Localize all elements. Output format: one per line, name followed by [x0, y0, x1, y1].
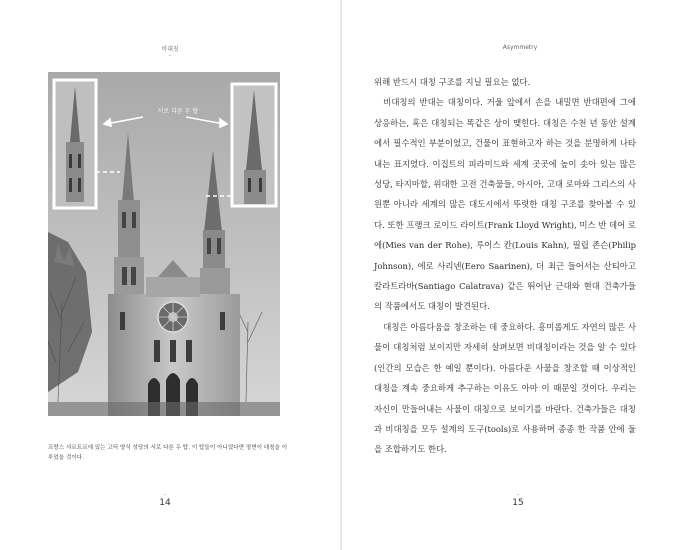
running-head-dash: – — [518, 50, 522, 57]
left-running-head — [130, 44, 210, 59]
left-folio-number: 14 — [159, 498, 171, 508]
folio-dash: – — [163, 491, 167, 498]
paragraph: 대칭은 아름다움을 창조하는 데 중요하다. 흥미롭게도 자연의 많은 사물이 대칭처럼 보이지만 자세히 살펴보면 비대칭이라는 것을 알 수 있다(인간의 모습은 한 예일 뿐이다). 아름다운 사물을 창조할 때 이상적인 대칭을 계속 중요하게 추구하는 이유도 아마 이 때문일 것이다. 우리는 자신이 만들어내는 사물이 대칭으로 보이기를 바란다. 건축가들은 대칭과 비대칭을 모두 설계의 도구(tools)로 사용하며 종종 한 작품 안에 둘을 조합하기도 한다. — [374, 321, 636, 455]
left-page — [0, 0, 341, 550]
figure-caption: 프랑스 샤르트르에 있는 고딕 양식 성당의 서로 다른 두 탑. 이 탑들이 아니었다면 정면이 대칭을 이루었을 것이다. — [48, 445, 288, 461]
left-folio — [145, 492, 185, 508]
right-tower-inset — [232, 84, 276, 206]
paragraph: 비대칭의 반대는 대칭이다. 거울 앞에서 손을 내밀면 반대편에 그에 상응하는, 혹은 대칭되는 똑같은 상이 맺힌다. 대칭은 수천 년 동안 설계에서 필수적인 부분이었고, 건물이 표현하고자 하는 것을 분명하게 나타내는 표지였다. 이집트의 피라미드와 세계 곳곳에 높이 솟아 있는 많은 성당, 타지마할, 위대한 고전 건축물들, 아시아, 고대 로마와 그리스의 사원뿐 아니라 세계의 많은 대도시에서 뚜렷한 대칭 구조를 찾아볼 수 있다. 또한 프랭크 로이드 라이트(Frank Lloyd Wright), 미스 반 데어 로에(Mies van der Rohe), 루이스 칸(Louis Kahn), 필립 존슨(Philip Johnson), 에로 사리넨(Eero Saarinen), 더 최근 들어서는 산티아고 칼라트라바(Santiago Calatrava) 같은 뛰어난 근대와 현대 건축가들의 작품에서도 대칭이 발견된다. — [374, 97, 636, 312]
right-folio — [498, 492, 538, 508]
paragraph: 위해 반드시 대칭 구조를 지닐 필요는 없다. — [374, 77, 531, 87]
left-running-head-text: 비대칭 — [161, 46, 179, 53]
running-head-dash: – — [168, 52, 172, 59]
cathedral-photo — [48, 72, 280, 416]
figure-label: 서로 다른 두 탑 — [157, 108, 199, 115]
body-text — [374, 72, 636, 460]
left-tower-inset — [54, 80, 96, 208]
right-folio-number: 15 — [512, 498, 524, 508]
right-running-head-text: Asymmetry — [502, 44, 538, 51]
folio-dash: – — [516, 491, 520, 498]
right-running-head — [480, 44, 560, 57]
